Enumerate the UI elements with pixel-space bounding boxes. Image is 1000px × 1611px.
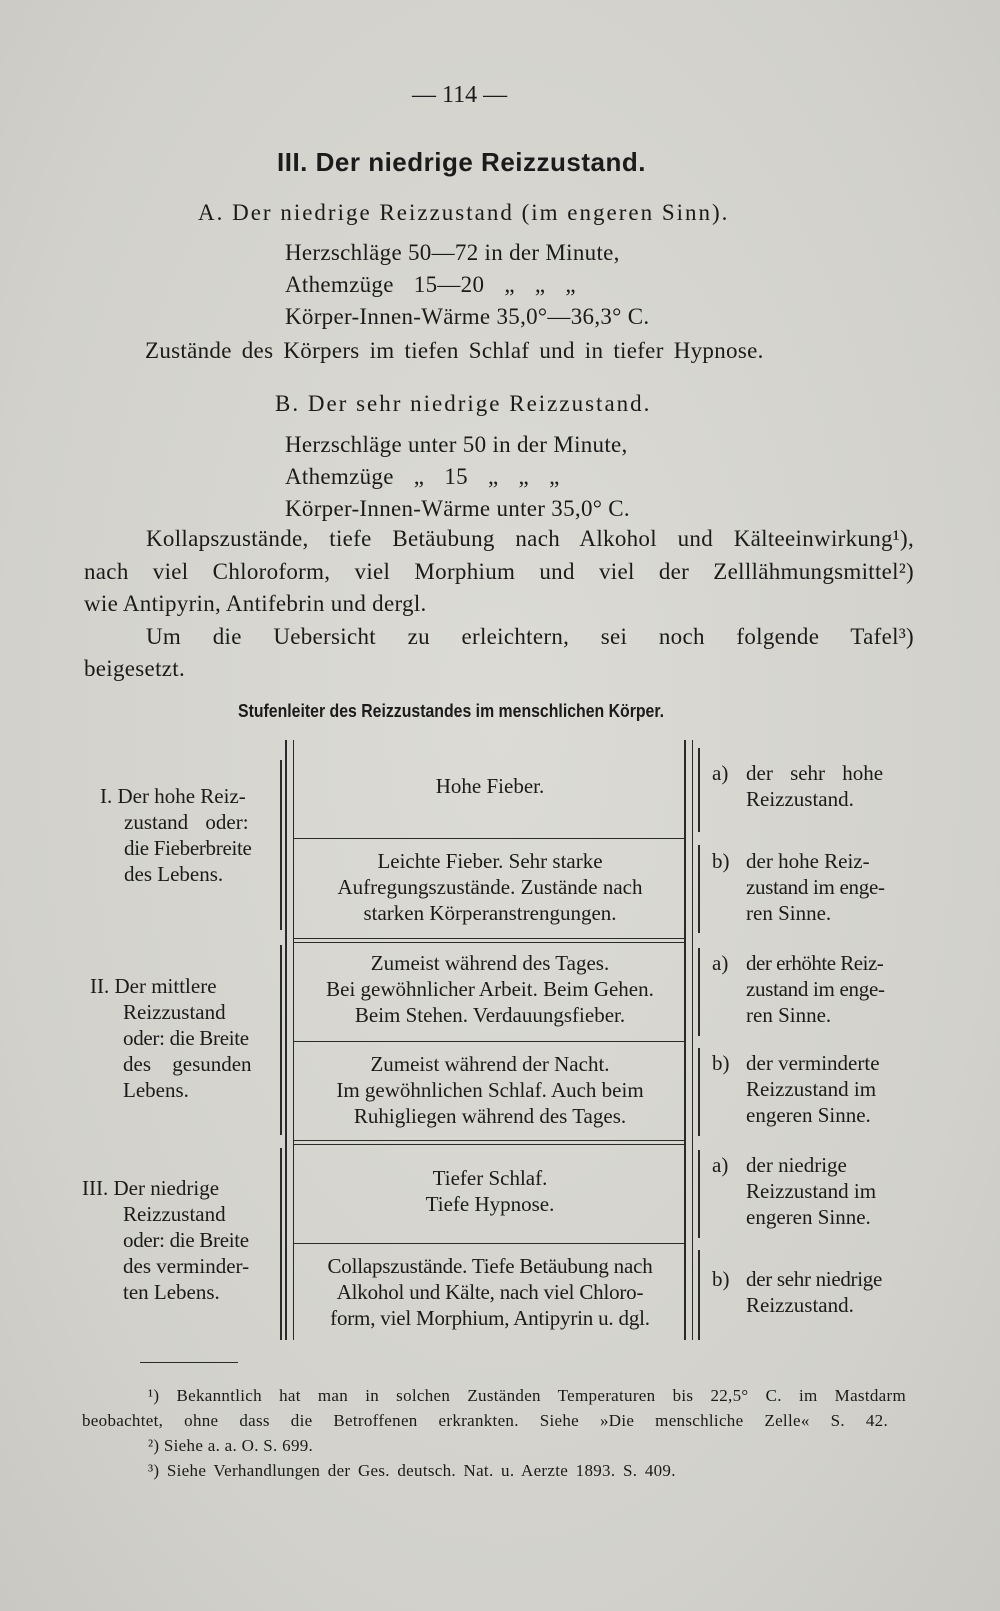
right-cell-line: der hohe Reiz- xyxy=(746,849,870,873)
middle-cell-2a xyxy=(296,950,684,1028)
middle-cell-1a xyxy=(296,773,684,799)
right-cell-line: der sehr hohe xyxy=(746,761,884,785)
footnote-2: ²) Siehe a. a. O. S. 699. xyxy=(148,1436,314,1455)
group-divider-1 xyxy=(294,938,684,939)
middle-cell-line: Tiefe Hypnose. xyxy=(425,1192,555,1216)
row-divider-1 xyxy=(294,838,684,839)
group-1-label-line: die Fieberbreite xyxy=(124,836,252,860)
group-3-label-line: ten Lebens. xyxy=(123,1280,220,1304)
group-divider-1b xyxy=(294,942,684,943)
section-a-title: A. Der niedrige Reizzustand (im engeren Sinn). xyxy=(198,200,730,225)
section-a-line4: Zustände des Körpers im tiefen Schlaf und in tiefer Hypnose. xyxy=(145,338,764,363)
section-b-title: B. Der sehr niedrige Reizzustand. xyxy=(275,391,652,416)
middle-cell-line: Hohe Fieber. xyxy=(435,774,545,798)
footnote-3: ³) Siehe Verhandlungen der Ges. deutsch. Nat. u. Aerzte 1893. S. 409. xyxy=(148,1461,676,1480)
group-divider-2b xyxy=(294,1144,684,1145)
row-brace-2b xyxy=(698,1048,700,1136)
row-brace-3a xyxy=(698,1150,700,1238)
middle-cell-1b xyxy=(296,848,684,926)
middle-cell-line: Ruhigliegen während des Tages. xyxy=(353,1104,627,1128)
section-a-line3: Körper-Innen-Wärme 35,0°—36,3° C. xyxy=(285,304,650,329)
paragraph1-line2: nach viel Chloroform, viel Morphium und viel der Zelllähmungsmittel²) xyxy=(84,559,914,584)
right-cell-letter: b) xyxy=(712,1267,730,1291)
right-cell-letter: b) xyxy=(712,1051,730,1075)
middle-cell-3a xyxy=(296,1165,684,1217)
right-cell-letter: b) xyxy=(712,849,730,873)
middle-cell-line: Collapszustände. Tiefe Betäubung nach xyxy=(327,1254,653,1278)
middle-cell-line: Im gewöhnlichen Schlaf. Auch beim xyxy=(336,1078,644,1102)
section-b-line1: Herzschläge unter 50 in der Minute, xyxy=(285,432,628,457)
right-cell-line: engeren Sinne. xyxy=(746,1205,871,1229)
right-cell-3b xyxy=(712,1266,912,1318)
group-3-label xyxy=(82,1175,272,1305)
section-b-line2: Athemzüge „ 15 „ „ „ xyxy=(285,464,560,489)
section-a-line1: Herzschläge 50—72 in der Minute, xyxy=(285,240,620,265)
table-title: Stufenleiter des Reizzustandes im menschlichen Körper. xyxy=(238,701,665,721)
middle-cell-2b xyxy=(296,1051,684,1129)
row-divider-2 xyxy=(294,1041,684,1042)
right-cell-1b xyxy=(712,848,912,926)
footnote-1-line1: ¹) Bekanntlich hat man in solchen Zuständen Temperaturen bis 22,5° C. im Mastdarm xyxy=(148,1386,906,1405)
middle-cell-line: Beim Stehen. Verdauungsfieber. xyxy=(354,1003,626,1027)
page-number: — 114 — xyxy=(412,82,508,108)
right-cell-line: der sehr niedrige xyxy=(746,1267,883,1291)
table-left-rule-inner xyxy=(293,740,294,1340)
group-1-label xyxy=(100,783,272,887)
footnote-rule xyxy=(140,1362,238,1363)
paragraph2-line1: Um die Uebersicht zu erleichtern, sei noch folgende Tafel³) xyxy=(146,624,914,649)
group-2-label-line: Lebens. xyxy=(123,1078,189,1102)
group-2-label-line: des gesunden xyxy=(123,1052,252,1076)
middle-cell-line: Zumeist während der Nacht. xyxy=(370,1052,610,1076)
group-1-label-line: I. Der hohe Reiz- xyxy=(100,784,246,808)
middle-cell-line: Leichte Fieber. Sehr starke xyxy=(377,849,603,873)
row-divider-3 xyxy=(294,1243,684,1244)
right-cell-line: zustand im enge- xyxy=(746,977,885,1001)
right-cell-line: Reizzustand. xyxy=(746,787,854,811)
right-cell-line: engeren Sinne. xyxy=(746,1103,871,1127)
paragraph1-line3: wie Antipyrin, Antifebrin und dergl. xyxy=(84,591,427,616)
row-brace-1a xyxy=(698,748,700,832)
middle-cell-line: Aufregungszustände. Zustände nach xyxy=(337,875,643,899)
right-cell-line: ren Sinne. xyxy=(746,901,832,925)
row-brace-1b xyxy=(698,845,700,933)
right-cell-line: Reizzustand. xyxy=(746,1293,854,1317)
middle-cell-line: starken Körperanstrengungen. xyxy=(363,901,617,925)
right-cell-line: der verminderte xyxy=(746,1051,880,1075)
middle-cell-3b xyxy=(296,1253,684,1331)
chapter-heading: III. Der niedrige Reizzustand. xyxy=(277,147,646,177)
right-cell-line: der erhöhte Reiz- xyxy=(746,951,884,975)
right-cell-2b xyxy=(712,1050,912,1128)
group-3-label-line: III. Der niedrige xyxy=(82,1176,220,1200)
group-1-label-line: des Lebens. xyxy=(124,862,224,886)
right-cell-3a xyxy=(712,1152,912,1230)
right-cell-line: Reizzustand im xyxy=(746,1077,877,1101)
middle-cell-line: Alkohol und Kälte, nach viel Chloro- xyxy=(336,1280,644,1304)
right-cell-line: zustand im enge- xyxy=(746,875,885,899)
section-b-line3: Körper-Innen-Wärme unter 35,0° C. xyxy=(285,496,630,521)
middle-cell-line: Zumeist während des Tages. xyxy=(370,951,610,975)
group-2-label-line: Reizzustand xyxy=(123,1000,226,1024)
group-2-label xyxy=(90,973,272,1103)
right-cell-1a xyxy=(712,760,912,812)
section-a-line2: Athemzüge 15—20 „ „ „ xyxy=(285,272,576,297)
right-cell-2a xyxy=(712,950,912,1028)
middle-cell-line: Bei gewöhnlicher Arbeit. Beim Gehen. xyxy=(326,977,654,1001)
group-brace-3 xyxy=(280,1148,282,1340)
middle-cell-line: form, viel Morphium, Antipyrin u. dgl. xyxy=(330,1306,650,1330)
group-3-label-line: Reizzustand xyxy=(123,1202,226,1226)
right-cell-letter: a) xyxy=(712,1153,729,1177)
group-2-label-line: II. Der mittlere xyxy=(90,974,217,998)
row-brace-3b xyxy=(698,1250,700,1340)
table-right-rule xyxy=(684,740,686,1340)
right-cell-line: der niedrige xyxy=(746,1153,847,1177)
group-2-label-line: oder: die Breite xyxy=(123,1026,249,1050)
group-3-label-line: des verminder- xyxy=(123,1254,250,1278)
right-cell-line: ren Sinne. xyxy=(746,1003,832,1027)
right-cell-letter: a) xyxy=(712,761,729,785)
right-cell-letter: a) xyxy=(712,951,729,975)
right-cell-line: Reizzustand im xyxy=(746,1179,877,1203)
group-brace-2 xyxy=(280,945,282,1135)
group-brace-1 xyxy=(280,760,282,930)
group-divider-2 xyxy=(294,1140,684,1141)
table-left-rule xyxy=(285,740,287,1340)
group-3-label-line: oder: die Breite xyxy=(123,1228,249,1252)
row-brace-2a xyxy=(698,948,700,1036)
group-1-label-line: zustand oder: xyxy=(124,810,249,834)
paragraph2-line2: beigesetzt. xyxy=(84,656,186,681)
footnote-1-line2: beobachtet, ohne dass die Betroffenen erkrankten. Siehe »Die menschliche Zelle« S. 42. xyxy=(82,1411,888,1430)
paragraph1-line1: Kollapszustände, tiefe Betäubung nach Alkohol und Kälteeinwirkung¹), xyxy=(146,526,914,551)
table-right-rule-inner xyxy=(692,740,693,1340)
middle-cell-line: Tiefer Schlaf. xyxy=(432,1166,548,1190)
